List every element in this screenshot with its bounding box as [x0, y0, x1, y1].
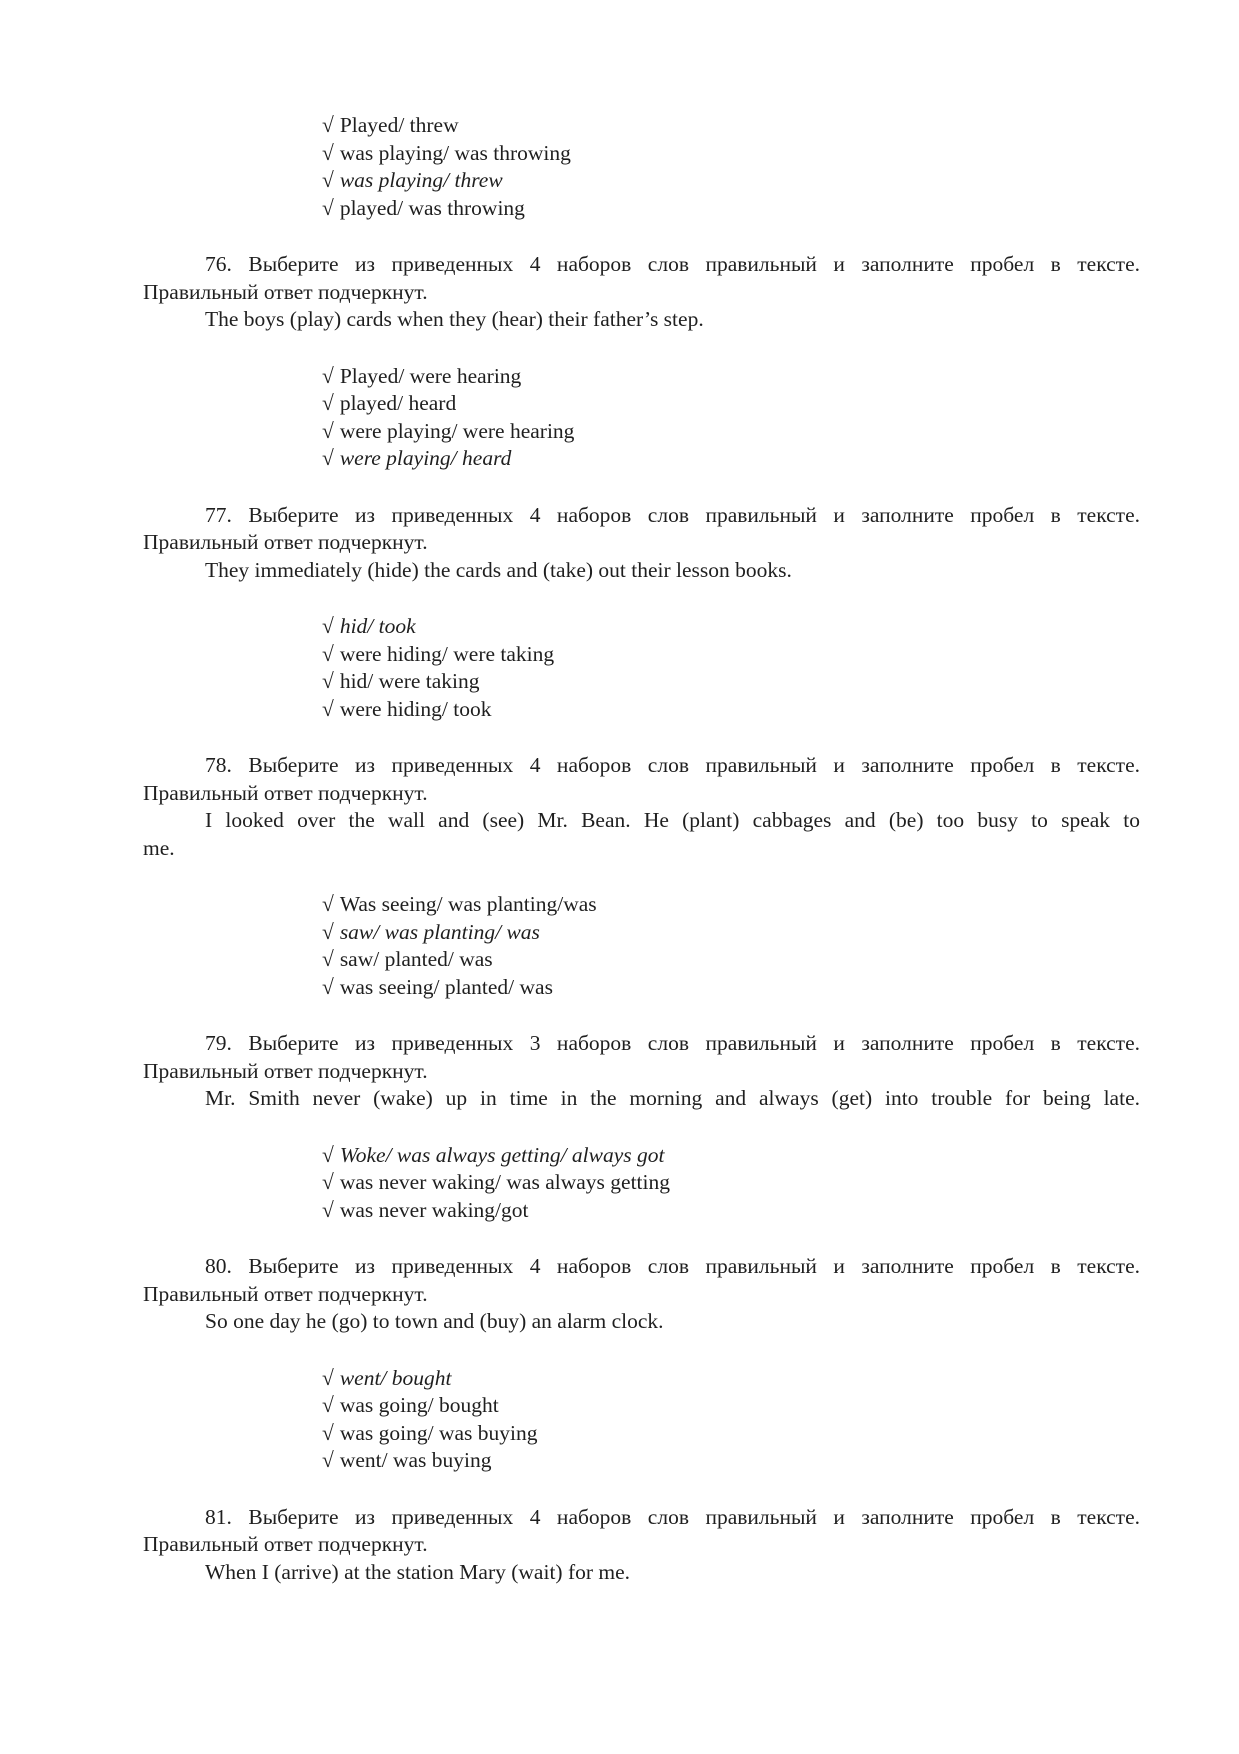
question-sentence: When I (arrive) at the station Mary (wait) for me. [205, 1559, 631, 1584]
question-prompt-line-2: Правильный ответ подчеркнут. [143, 1281, 428, 1306]
checkmark-icon: √ [322, 1448, 334, 1472]
question-prompt-line-1: 77. Выберите из приведенных 4 наборов слов правильный и заполните пробел в тексте. [205, 502, 1140, 527]
checkmark-icon: √ [322, 641, 334, 666]
question-block-81 [143, 1504, 1140, 1587]
question-prompt-line-1: 76. Выберите из приведенных 4 наборов слов правильный и заполните пробел в тексте. [205, 252, 1140, 276]
answer-option [322, 390, 1140, 418]
answer-option [322, 891, 1140, 919]
question-block-78 [143, 752, 1140, 862]
answer-option [322, 445, 1140, 473]
question-block-80 [143, 1253, 1140, 1336]
answer-option-label: was never waking/ was always getting [339, 1170, 670, 1194]
question-sentence: The boys (play) cards when they (hear) their father’s step. [205, 307, 704, 331]
answer-option [322, 696, 1140, 724]
checkmark-icon: √ [322, 696, 334, 721]
answer-option-label: went/ bought [339, 1365, 452, 1390]
answer-option-label: was going/ bought [339, 1393, 499, 1417]
answer-option-label: was playing/ threw [339, 168, 503, 192]
answer-option [322, 1447, 1140, 1475]
options-block-79 [322, 1142, 1140, 1225]
checkmark-icon: √ [322, 1197, 334, 1222]
checkmark-icon: √ [322, 446, 334, 470]
options-block-77 [322, 613, 1140, 723]
question-prompt-line-2: Правильный ответ подчеркнут. [143, 1532, 428, 1556]
answer-option-label: was never waking/got [339, 1197, 529, 1222]
answer-option-label: were playing/ were hearing [339, 418, 575, 443]
options-block-76 [322, 363, 1140, 473]
question-sentence: So one day he (go) to town and (buy) an alarm clock. [205, 1309, 664, 1333]
answer-option [322, 140, 1140, 168]
question-prompt-line-2: Правильный ответ подчеркнут. [143, 279, 428, 304]
question-prompt-line-2: Правильный ответ подчеркнут. [143, 1058, 428, 1083]
answer-option [322, 613, 1140, 641]
checkmark-icon: √ [322, 1393, 334, 1417]
checkmark-icon: √ [322, 363, 334, 388]
answer-option-label: hid/ were taking [339, 669, 480, 693]
checkmark-icon: √ [322, 391, 334, 415]
checkmark-icon: √ [322, 195, 334, 220]
checkmark-icon: √ [322, 974, 334, 999]
answer-option [322, 946, 1140, 974]
answer-option [322, 195, 1140, 223]
answer-option [322, 418, 1140, 446]
page-content [143, 0, 1140, 1586]
checkmark-icon: √ [322, 919, 334, 944]
answer-option [322, 974, 1140, 1002]
answer-option-label: saw/ was planting/ was [339, 919, 540, 944]
answer-option [322, 1365, 1140, 1393]
checkmark-icon: √ [322, 1365, 334, 1390]
answer-option-label: hid/ took [339, 614, 416, 638]
answer-option [322, 641, 1140, 669]
question-prompt-line-2: Правильный ответ подчеркнут. [143, 530, 428, 554]
answer-option [322, 1392, 1140, 1420]
checkmark-icon: √ [322, 1420, 334, 1445]
question-prompt-line-1: 80. Выберите из приведенных 4 наборов слов правильный и заполните пробел в тексте. [205, 1254, 1140, 1278]
checkmark-icon: √ [322, 140, 334, 165]
answer-option-label: Was seeing/ was planting/was [339, 892, 597, 916]
answer-option [322, 363, 1140, 391]
answer-option-label: was seeing/ planted/ was [339, 974, 553, 999]
answer-option-label: played/ heard [339, 391, 457, 415]
options-block-previous-question [322, 112, 1140, 222]
answer-option-label: were hiding/ were taking [339, 641, 555, 666]
answer-option [322, 1197, 1140, 1225]
question-prompt-line-1: 78. Выберите из приведенных 4 наборов слов правильный и заполните пробел в тексте. [205, 753, 1140, 777]
answer-option [322, 167, 1140, 195]
answer-option [322, 668, 1140, 696]
question-sentence-line-2: me. [143, 835, 175, 860]
checkmark-icon: √ [322, 168, 334, 192]
answer-option-label: was going/ was buying [339, 1420, 538, 1445]
answer-option-label: went/ was buying [339, 1448, 492, 1472]
question-block-79 [143, 1030, 1140, 1113]
checkmark-icon: √ [322, 1142, 334, 1167]
checkmark-icon: √ [322, 113, 334, 137]
checkmark-icon: √ [322, 669, 334, 693]
question-sentence: They immediately (hide) the cards and (take) out their lesson books. [205, 557, 792, 582]
answer-option [322, 112, 1140, 140]
answer-option [322, 919, 1140, 947]
question-sentence-line-1: I looked over the wall and (see) Mr. Bean. He (plant) cabbages and (be) too busy to speak to [205, 808, 1140, 832]
question-block-76 [143, 251, 1140, 334]
options-block-78 [322, 891, 1140, 1001]
answer-option-label: were playing/ heard [339, 446, 512, 470]
answer-option-label: Played/ threw [339, 113, 459, 137]
question-prompt-line-2: Правильный ответ подчеркнут. [143, 780, 428, 805]
answer-option-label: saw/ planted/ was [339, 947, 493, 971]
answer-option-label: were hiding/ took [339, 696, 492, 721]
answer-option-label: Woke/ was always getting/ always got [339, 1142, 665, 1167]
checkmark-icon: √ [322, 614, 334, 638]
question-sentence: Mr. Smith never (wake) up in time in the morning and always (get) into trouble for being late. [205, 1086, 1140, 1110]
options-block-80 [322, 1365, 1140, 1475]
checkmark-icon: √ [322, 418, 334, 443]
question-block-77 [143, 502, 1140, 585]
answer-option [322, 1169, 1140, 1197]
checkmark-icon: √ [322, 892, 334, 916]
answer-option [322, 1142, 1140, 1170]
answer-option-label: Played/ were hearing [339, 363, 522, 388]
answer-option-label: played/ was throwing [339, 195, 525, 220]
question-prompt-line-1: 81. Выберите из приведенных 4 наборов слов правильный и заполните пробел в тексте. [205, 1504, 1140, 1529]
checkmark-icon: √ [322, 1170, 334, 1194]
answer-option [322, 1420, 1140, 1448]
checkmark-icon: √ [322, 947, 334, 971]
answer-option-label: was playing/ was throwing [339, 140, 571, 165]
question-prompt-line-1: 79. Выберите из приведенных 3 наборов слов правильный и заполните пробел в тексте. [205, 1031, 1140, 1055]
